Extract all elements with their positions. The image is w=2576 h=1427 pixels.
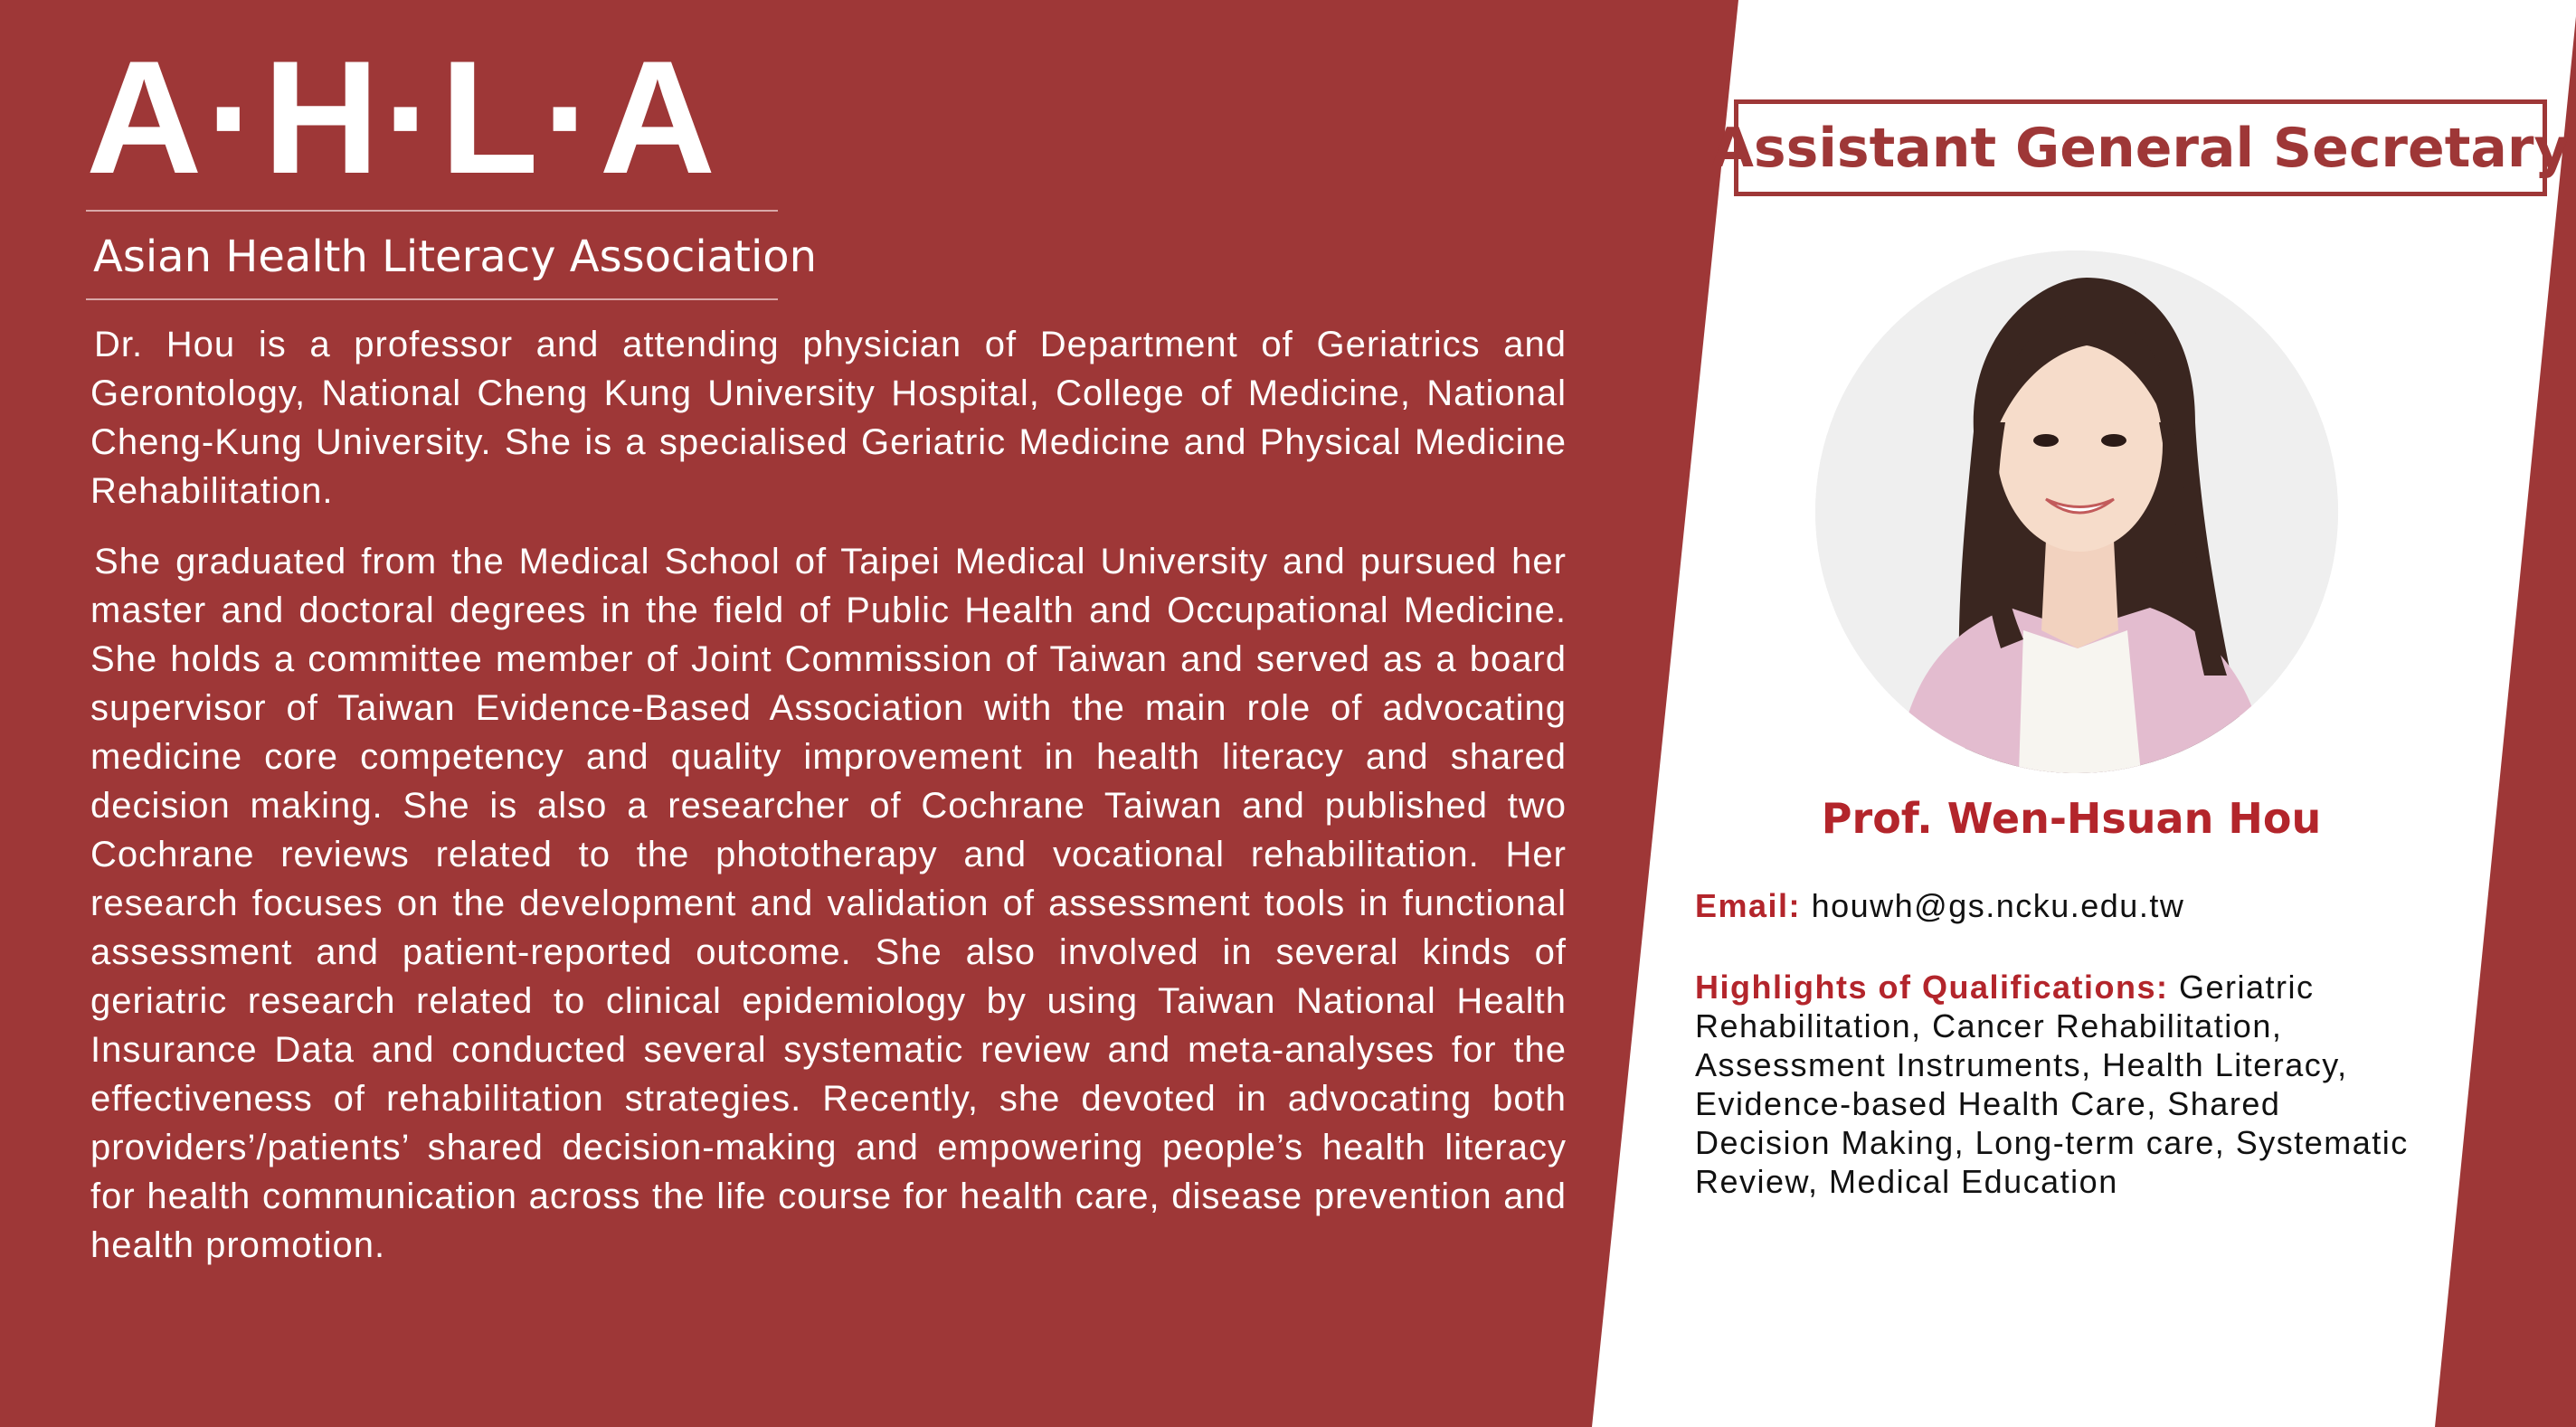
portrait-illustration (1815, 250, 2338, 773)
biography (90, 320, 1567, 1291)
qualifications-text: Geriatric Rehabilitation, Cancer Rehabilitation, Assessment Instruments, Health Literacy, Evidence-based Health Care, Shared Decision Making, Long-term care, Systematic Review, Medical Education (1695, 969, 2409, 1200)
logo-subtitle: Asian Health Literacy Association (93, 232, 818, 282)
qualifications-label: Highlights of Qualifications: (1695, 969, 2169, 1006)
qualifications-row (1695, 968, 2419, 1201)
ahla-logo (86, 27, 818, 300)
logo-mark: A·H·L·A (86, 27, 720, 207)
logo-divider (86, 298, 778, 300)
profile-details (1695, 886, 2419, 1243)
profile-name: Prof. Wen-Hsuan Hou (1821, 794, 2322, 843)
role-title-box (1711, 99, 2570, 196)
role-title: Assistant General Secretary (1711, 116, 2570, 180)
portrait-photo (1815, 250, 2338, 773)
email-label: Email: (1695, 887, 1802, 924)
email-row (1695, 886, 2419, 925)
email-address[interactable]: houwh@gs.ncku.edu.tw (1811, 887, 2185, 924)
bio-paragraph: Dr. Hou is a professor and attending physician of Department of Geriatrics and Gerontology, National Cheng Kung University Hospital, College of Medicine, National Cheng-Kung University. She is a specialised Geriatric Medicine and Physical Medicine Rehabilitation. (90, 325, 1567, 511)
bio-paragraph: She graduated from the Medical School of Taipei Medical University and pursued her master and doctoral degrees in the field of Public Health and Occupational Medicine. She holds a committee member of Joint Commission of Taiwan and served as a board supervisor of Taiwan Evidence-Based Association with the main role of advocating medicine core competency and quality improvement in health literacy and shared decision making. She is also a researcher of Cochrane Taiwan and published two Cochrane reviews related to the phototherapy and vocational rehabilitation. Her research focuses on the development and validation of assessment tools in functional assessment and patient-reported outcome. She also involved in several kinds of geriatric research related to clinical epidemiology by using Taiwan National Health Insurance Data and conducted several systematic review and meta-analyses for the effectiveness of rehabilitation strategies. Recently, she devoted in advocating both providers’/patients’ shared decision-making and empowering people’s health literacy for health communication across the life course for health care, disease prevention and health promotion. (90, 542, 1567, 1265)
